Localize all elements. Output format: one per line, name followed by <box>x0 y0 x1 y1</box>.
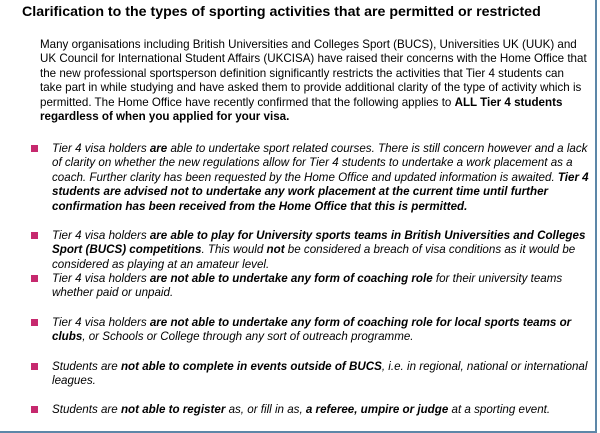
square-bullet-icon <box>31 319 38 326</box>
text-run: Students are <box>52 360 121 373</box>
intro-emphasis: ALL Tier 4 students regardless of when you applied for your visa. <box>40 95 563 124</box>
text-run: , or Schools or College through any sort of outreach programme. <box>82 330 414 344</box>
text-run: be considered a breach of visa conditions as it would be considered as playing at an amateur level. <box>52 243 576 271</box>
list-item-text <box>52 403 592 417</box>
list-item-text <box>52 229 592 272</box>
list-item-text <box>52 142 592 214</box>
square-bullet-icon <box>31 232 38 239</box>
list-item-text <box>52 272 592 301</box>
square-bullet-icon <box>31 406 38 413</box>
text-run: Tier 4 visa holders <box>52 272 150 285</box>
list-item-text <box>52 360 592 389</box>
square-bullet-icon <box>31 363 38 370</box>
bold-run: are not able to undertake any form of coaching role for local sports teams or clubs <box>52 316 572 344</box>
bold-run: are able to play for University sports teams in British Universities and Colleges Sport (BUCS) competitions <box>52 229 586 257</box>
text-run: for their university teams whether paid or unpaid. <box>52 272 563 300</box>
page-title: Clarification to the types of sporting activities that are permitted or restricted <box>22 4 541 20</box>
text-run: Tier 4 visa holders <box>52 142 150 155</box>
text-run: as, or fill in as, <box>225 403 306 416</box>
list-item-text <box>52 316 592 345</box>
bold-run: a referee, umpire or judge <box>305 403 449 416</box>
bold-run: Tier 4 students are advised not to undertake any work placement at the current time until further confirmation has been received from the Home Office that this is permitted. <box>52 170 589 213</box>
text-run: , i.e. in regional, national or international leagues. <box>52 360 588 388</box>
bold-run: not <box>266 243 285 257</box>
bold-run: not able to complete in events outside of BUCS <box>120 360 382 373</box>
intro-paragraph <box>40 38 588 124</box>
bold-run: are <box>149 142 168 155</box>
text-run: Tier 4 visa holders <box>52 229 150 242</box>
text-run: Tier 4 visa holders <box>52 316 150 329</box>
text-run: at a sporting event. <box>448 403 551 416</box>
intro-text: Many organisations including British Universities and Colleges Sport (BUCS), Universities UK (UUK) and UK Council for International Student Affairs (UKCISA) have raised their concerns with the Home Office that the new professional sportsperson definition significantly restricts the activities that Tier 4 students can take part in while studying and have asked them to provide additional clarity of the type of activity which is permitted. The Home Office have recently confirmed that the following applies to <box>40 38 587 109</box>
text-run: Students are <box>52 403 121 416</box>
bold-run: not able to register <box>120 403 226 416</box>
text-run: . This would <box>201 243 267 257</box>
square-bullet-icon <box>31 145 38 152</box>
square-bullet-icon <box>31 275 38 282</box>
bold-run: are not able to undertake any form of coaching role <box>149 272 433 285</box>
text-run: able to undertake sport related courses. There is still concern however and a lack of clarity on whether the new regulations allow for Tier 4 students to undertake a work placement as a coach. Further clarity has been requested by the Home Office and updated information is awaited. <box>52 142 588 184</box>
